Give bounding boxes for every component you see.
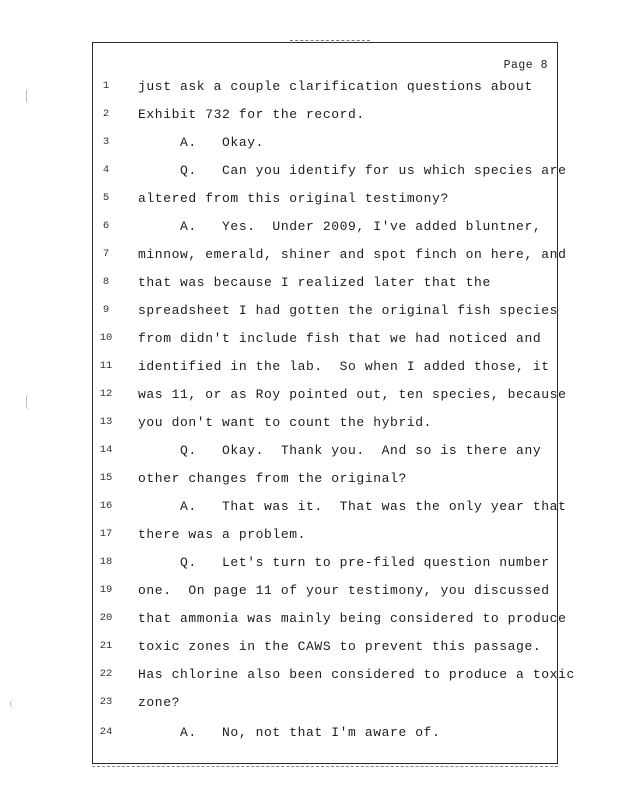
line-number: 16	[99, 500, 113, 512]
transcript-line: toxic zones in the CAWS to prevent this passage.	[138, 639, 542, 654]
line-number: 6	[102, 220, 110, 232]
transcript-line: A. No, not that I'm aware of.	[138, 725, 441, 740]
line-number: 1	[102, 80, 110, 92]
punch-hole-mark-top	[26, 88, 33, 104]
punch-hole-mark-bottom	[10, 700, 17, 708]
line-number: 7	[102, 248, 110, 260]
transcript-line: minnow, emerald, shiner and spot finch on here, and	[138, 247, 567, 262]
line-number: 22	[99, 668, 113, 680]
transcript-line: from didn't include fish that we had noticed and	[138, 331, 542, 346]
page-number-label: Page 8	[503, 59, 548, 72]
transcript-line: that was because I realized later that the	[138, 275, 491, 290]
line-number: 9	[102, 304, 110, 316]
line-number: 18	[99, 556, 113, 568]
line-number: 20	[99, 612, 113, 624]
line-number: 11	[99, 360, 113, 372]
line-number: 12	[99, 388, 113, 400]
transcript-line: there was a problem.	[138, 527, 307, 542]
transcript-line: was 11, or as Roy pointed out, ten species, because	[138, 387, 567, 402]
line-number: 15	[99, 472, 113, 484]
transcript-line: Exhibit 732 for the record.	[138, 107, 365, 122]
transcript-line: A. Yes. Under 2009, I've added bluntner,	[138, 219, 542, 234]
transcript-line: altered from this original testimony?	[138, 191, 449, 206]
line-number: 2	[102, 108, 110, 120]
scan-artifact-bottom	[92, 766, 558, 769]
transcript-line: that ammonia was mainly being considered to produce	[138, 611, 567, 626]
transcript-page-frame	[92, 42, 558, 764]
line-number: 21	[99, 640, 113, 652]
transcript-line: Q. Okay. Thank you. And so is there any	[138, 443, 542, 458]
transcript-line: other changes from the original?	[138, 471, 407, 486]
line-number: 24	[99, 726, 113, 738]
line-number: 23	[99, 696, 113, 708]
transcript-line: A. Okay.	[138, 135, 265, 150]
transcript-line: zone?	[138, 695, 181, 710]
transcript-line: one. On page 11 of your testimony, you discussed	[138, 583, 550, 598]
line-number: 8	[102, 276, 110, 288]
line-number: 5	[102, 192, 110, 204]
line-number: 17	[99, 528, 113, 540]
line-number: 4	[102, 164, 110, 176]
transcript-line: Has chlorine also been considered to produce a toxic	[138, 667, 575, 682]
transcript-line: Q. Let's turn to pre-filed question number	[138, 555, 550, 570]
line-number: 19	[99, 584, 113, 596]
line-number: 3	[102, 136, 110, 148]
transcript-line: you don't want to count the hybrid.	[138, 415, 433, 430]
line-number: 14	[99, 444, 113, 456]
punch-hole-mark-middle	[26, 394, 33, 410]
line-number: 13	[99, 416, 113, 428]
transcript-line: A. That was it. That was the only year that	[138, 499, 567, 514]
transcript-line: just ask a couple clarification questions about	[138, 79, 533, 94]
line-number: 10	[99, 332, 113, 344]
transcript-line: spreadsheet I had gotten the original fish species	[138, 303, 559, 318]
transcript-line: identified in the lab. So when I added those, it	[138, 359, 550, 374]
transcript-line: Q. Can you identify for us which species are	[138, 163, 567, 178]
